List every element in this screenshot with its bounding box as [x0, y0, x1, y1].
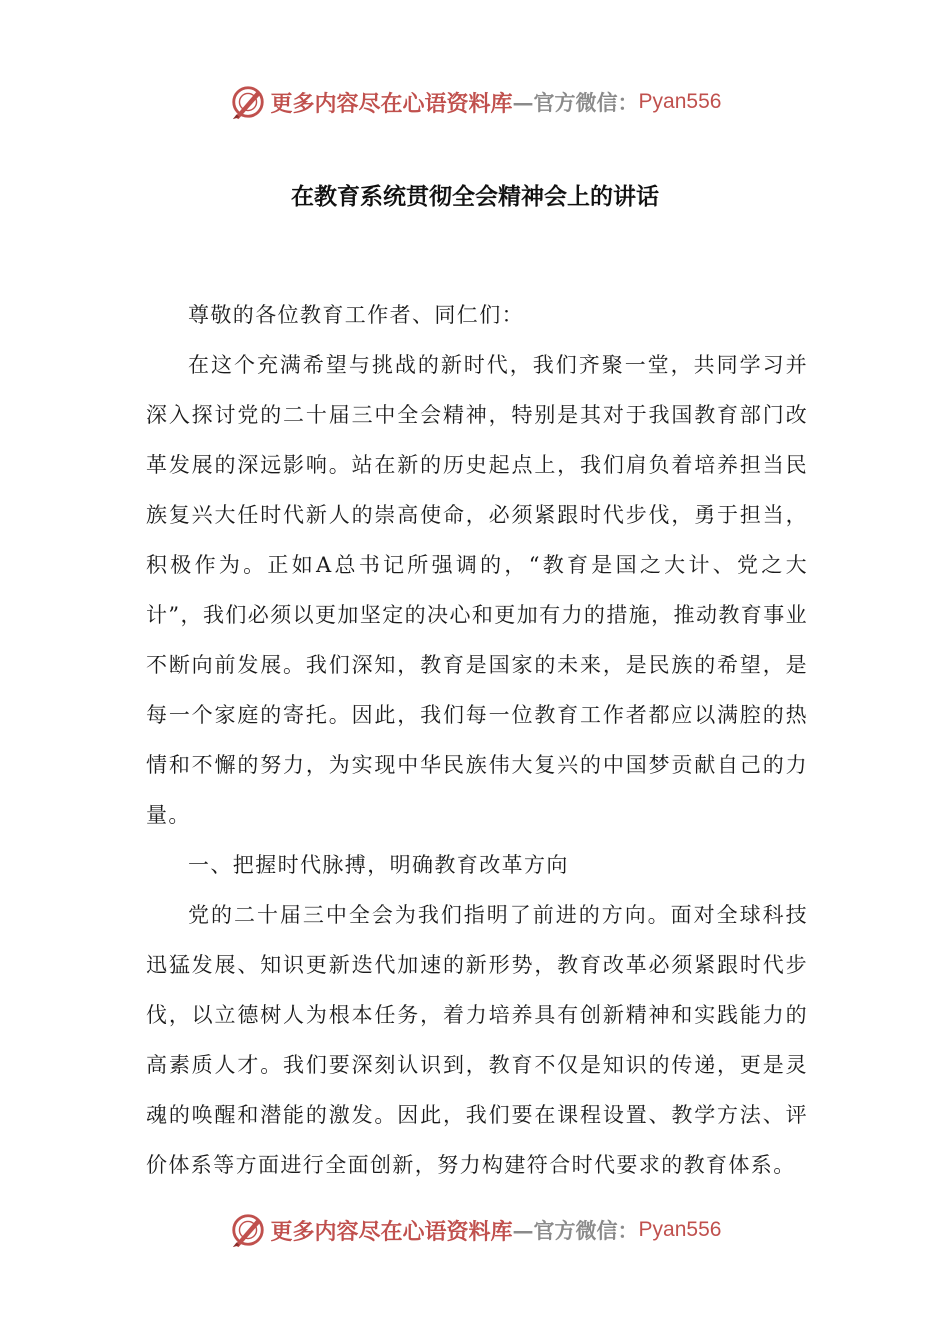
intro-paragraph: 在这个充满希望与挑战的新时代，我们齐聚一堂，共同学习并深入探讨党的二十届三中全会精神，特别是其对于我国教育部门改革发展的深远影响。站在新的历史起点上，我们肩负着培养担当民族复兴大任时代新人的崇高使命，必须紧跟时代步伐，勇于担当，积极作为。正如A总书记所强调的，“教育是国之大计、党之大计”，我们必须以更加坚定的决心和更加有力的措施，推动教育事业不断向前发展。我们深知，教育是国家的未来，是民族的希望，是每一个家庭的寄托。因此，我们每一位教育工作者都应以满腔的热情和不懈的努力，为实现中华民族伟大复兴的中国梦贡献自己的力量。: [146, 353, 808, 827]
header-watermark-banner: [0, 80, 950, 124]
section-heading: 一、把握时代脉搏，明确教育改革方向: [188, 853, 569, 877]
banner-dash: —: [512, 1217, 534, 1243]
salutation-paragraph: 尊敬的各位教育工作者、同仁们：: [188, 303, 524, 327]
banner-dash: —: [512, 89, 534, 115]
banner-wechat-label: 官方微信：: [533, 90, 639, 115]
document-title: 在教育系统贯彻全会精神会上的讲话: [291, 184, 659, 210]
footer-watermark-banner: [0, 1208, 950, 1252]
pen-logo-icon: [229, 1211, 267, 1249]
banner-wechat-id: Pyan556: [638, 90, 722, 113]
banner-library-text: 更多内容尽在心语资料库: [270, 90, 513, 117]
pen-logo-icon: [229, 83, 267, 121]
section-paragraph: 党的二十届三中全会为我们指明了前进的方向。面对全球科技迅猛发展、知识更新迭代加速的新形势，教育改革必须紧跟时代步伐，以立德树人为根本任务，着力培养具有创新精神和实践能力的高素质人才。我们要深刻认识到，教育不仅是知识的传递，更是灵魂的唤醒和潜能的激发。因此，我们要在课程设置、教学方法、评价体系等方面进行全面创新，努力构建符合时代要求的教育体系。: [146, 903, 808, 1177]
banner-wechat-id: Pyan556: [638, 1218, 722, 1241]
banner-wechat-label: 官方微信：: [533, 1218, 639, 1243]
banner-library-text: 更多内容尽在心语资料库: [270, 1218, 513, 1245]
document-body: [146, 290, 808, 1190]
